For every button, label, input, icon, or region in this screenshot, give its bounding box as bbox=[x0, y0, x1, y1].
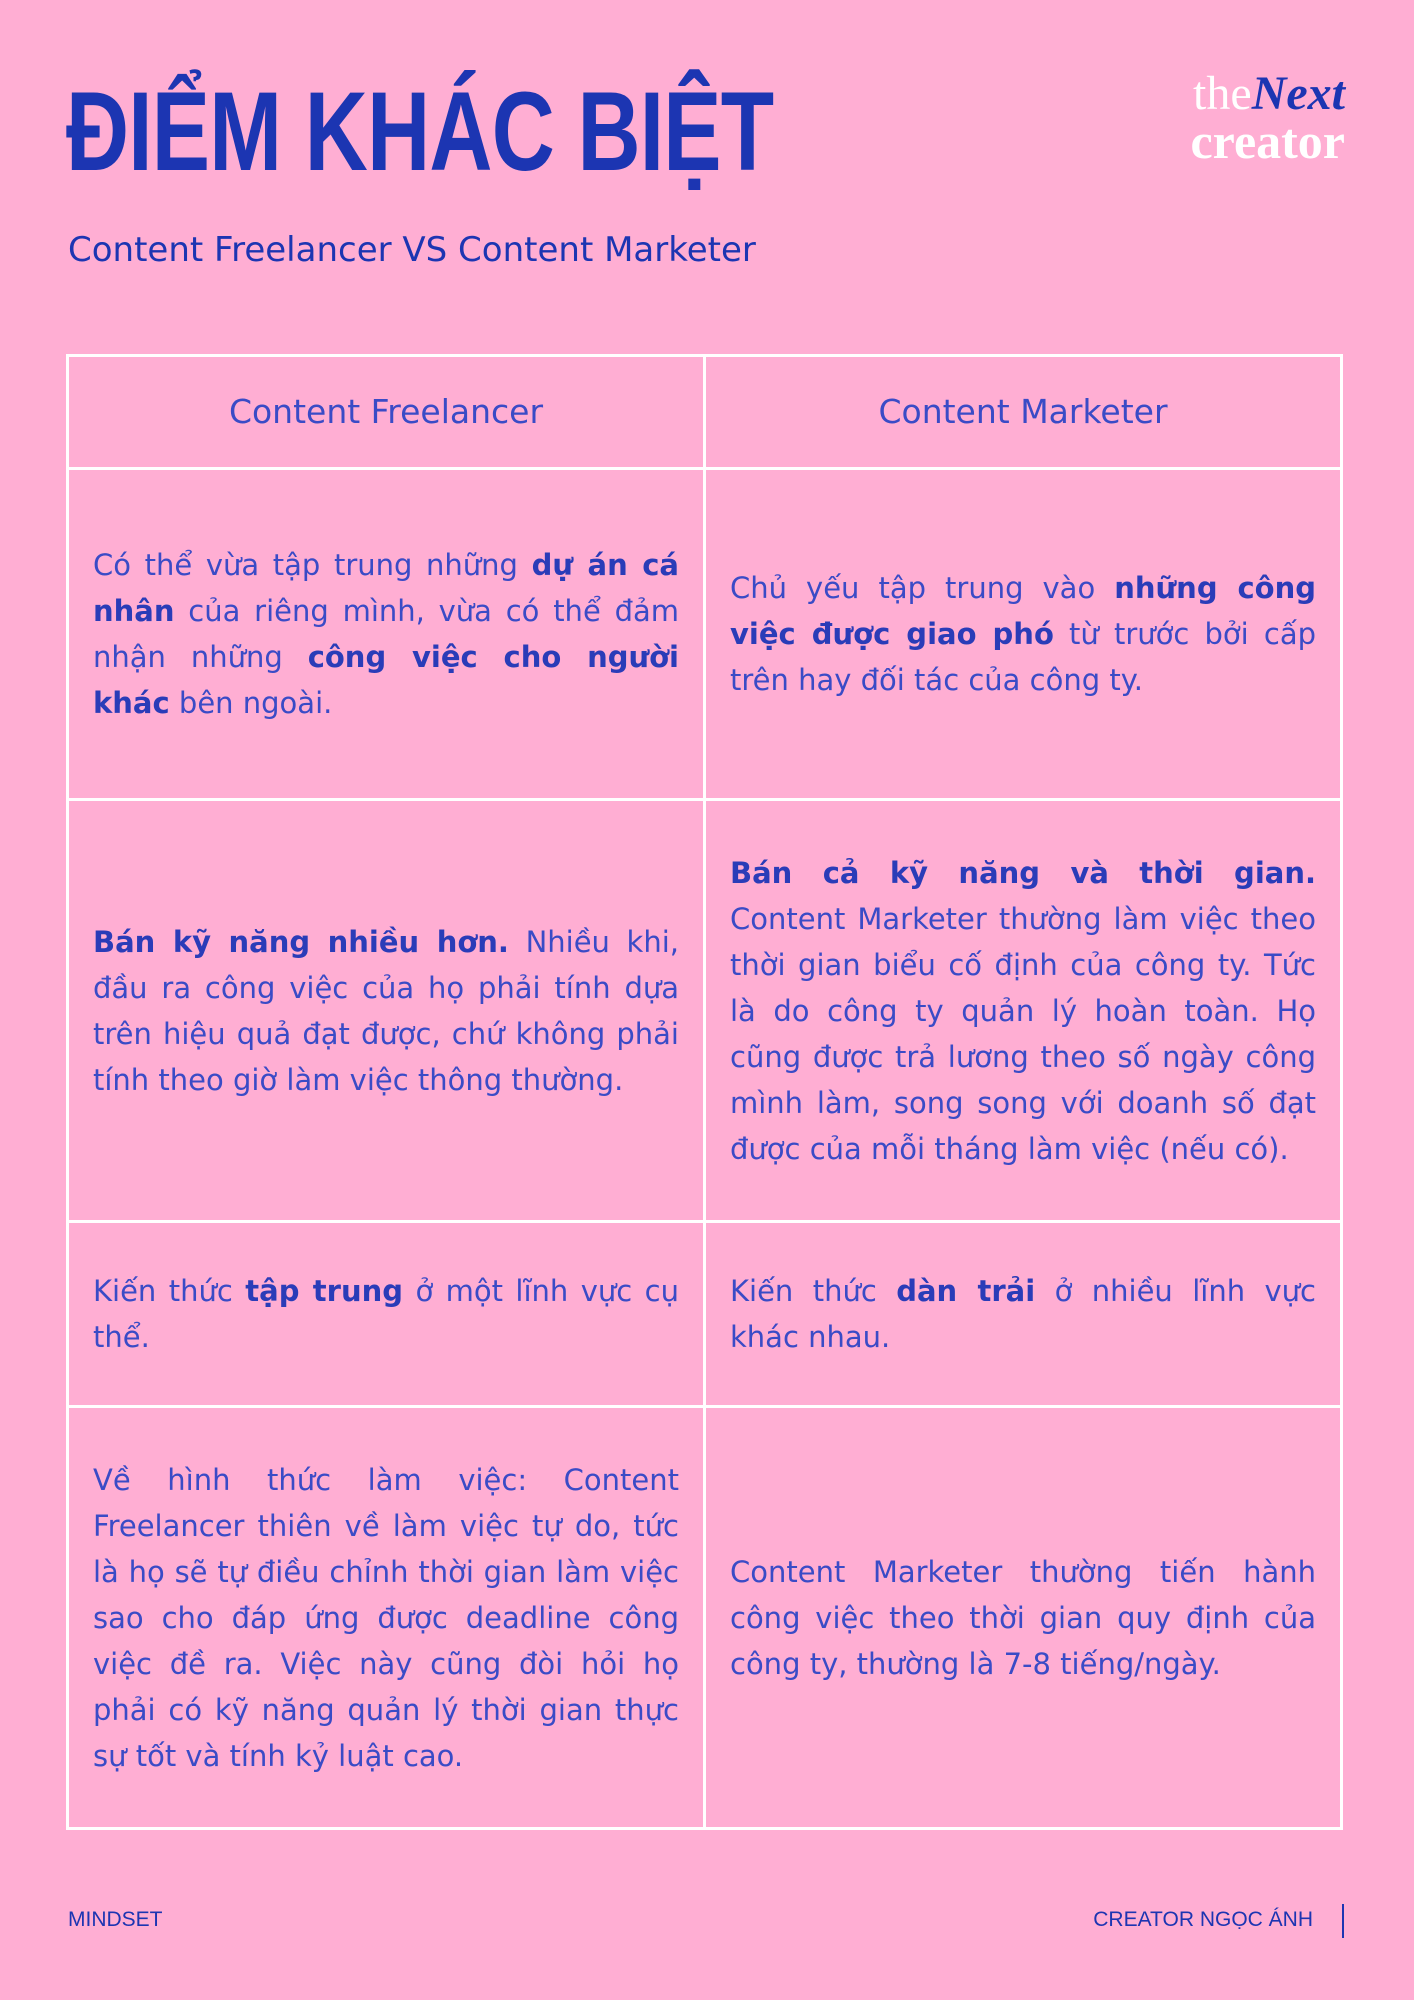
table-row bbox=[68, 469, 1342, 800]
logo-the: the bbox=[1193, 67, 1252, 120]
cell-text: Kiến thức bbox=[93, 1274, 246, 1308]
marketer-cell bbox=[705, 800, 1342, 1222]
cell-text: từ trước bởi cấp trên hay đối tác của công ty. bbox=[730, 617, 1317, 697]
logo-next: Next bbox=[1251, 67, 1345, 120]
cell-text: Nhiều khi, đầu ra công việc của họ phải tính dựa trên hiệu quả đạt được, chứ không phải tính theo giờ làm việc thông thường. bbox=[93, 924, 679, 1097]
cell-text: ở nhiều lĩnh vực khác nhau. bbox=[730, 1274, 1316, 1354]
cell-text: Có thể vừa tập trung những bbox=[93, 548, 532, 582]
page-subtitle: Content Freelancer VS Content Marketer bbox=[68, 230, 756, 270]
cell-text: của riêng mình, vừa có thể đảm nhận những bbox=[93, 594, 679, 674]
table-header-row bbox=[68, 356, 1342, 469]
emphasis-text: dự án cá nhân bbox=[93, 548, 679, 628]
emphasis-text: Bán cả kỹ năng và thời gian. bbox=[730, 855, 1316, 890]
footer-author: CREATOR NGỌC ÁNH bbox=[1093, 1908, 1313, 1931]
footer-divider bbox=[1342, 1904, 1344, 1938]
freelancer-cell bbox=[68, 800, 705, 1222]
emphasis-text: tập trung bbox=[245, 1274, 403, 1308]
cell-text: ở một lĩnh vực cụ thể. bbox=[93, 1274, 679, 1354]
table-row bbox=[68, 1407, 1342, 1829]
marketer-cell bbox=[705, 1407, 1342, 1829]
page-title: ĐIỂM KHÁC BIỆT bbox=[66, 69, 774, 194]
emphasis-text: công việc cho người khác bbox=[93, 640, 679, 720]
cell-text: Về hình thức làm việc: Content Freelancer thiên về làm việc tự do, tức là họ sẽ tự điều chỉnh thời gian làm việc sao cho đáp ứng được deadline công việc đề ra. Việc này cũng đòi hỏi họ phải có kỹ năng quản lý thời gian thực sự tốt và tính kỷ luật cao. bbox=[93, 1462, 679, 1773]
column-header-freelancer: Content Freelancer bbox=[68, 356, 705, 469]
cell-text: Content Marketer thường làm việc theo thời gian biểu cố định của công ty. Tức là do công ty quản lý hoàn toàn. Họ cũng được trả lương theo số ngày công mình làm, song song với doanh số đạt được của mỗi tháng làm việc (nếu có). bbox=[730, 901, 1316, 1166]
table-row bbox=[68, 800, 1342, 1222]
comparison-table bbox=[66, 354, 1343, 1830]
freelancer-cell bbox=[68, 469, 705, 800]
cell-text: Chủ yếu tập trung vào bbox=[730, 571, 1115, 605]
cell-text: Content Marketer thường tiến hành công việc theo thời gian quy định của công ty, thường là 7-8 tiếng/ngày. bbox=[730, 1554, 1316, 1681]
table-row bbox=[68, 1222, 1342, 1407]
marketer-cell bbox=[705, 469, 1342, 800]
logo-creator: creator bbox=[1190, 113, 1345, 169]
brand-logo bbox=[1155, 67, 1345, 169]
freelancer-cell bbox=[68, 1222, 705, 1407]
cell-text: Kiến thức bbox=[730, 1274, 897, 1308]
footer-category: MINDSET bbox=[68, 1908, 163, 1931]
emphasis-text: Bán kỹ năng nhiều hơn. bbox=[93, 924, 509, 959]
emphasis-text: dàn trải bbox=[896, 1274, 1036, 1308]
emphasis-text: những công việc được giao phó bbox=[730, 571, 1316, 651]
marketer-cell bbox=[705, 1222, 1342, 1407]
cell-text: bên ngoài. bbox=[169, 686, 333, 720]
freelancer-cell bbox=[68, 1407, 705, 1829]
column-header-marketer: Content Marketer bbox=[705, 356, 1342, 469]
